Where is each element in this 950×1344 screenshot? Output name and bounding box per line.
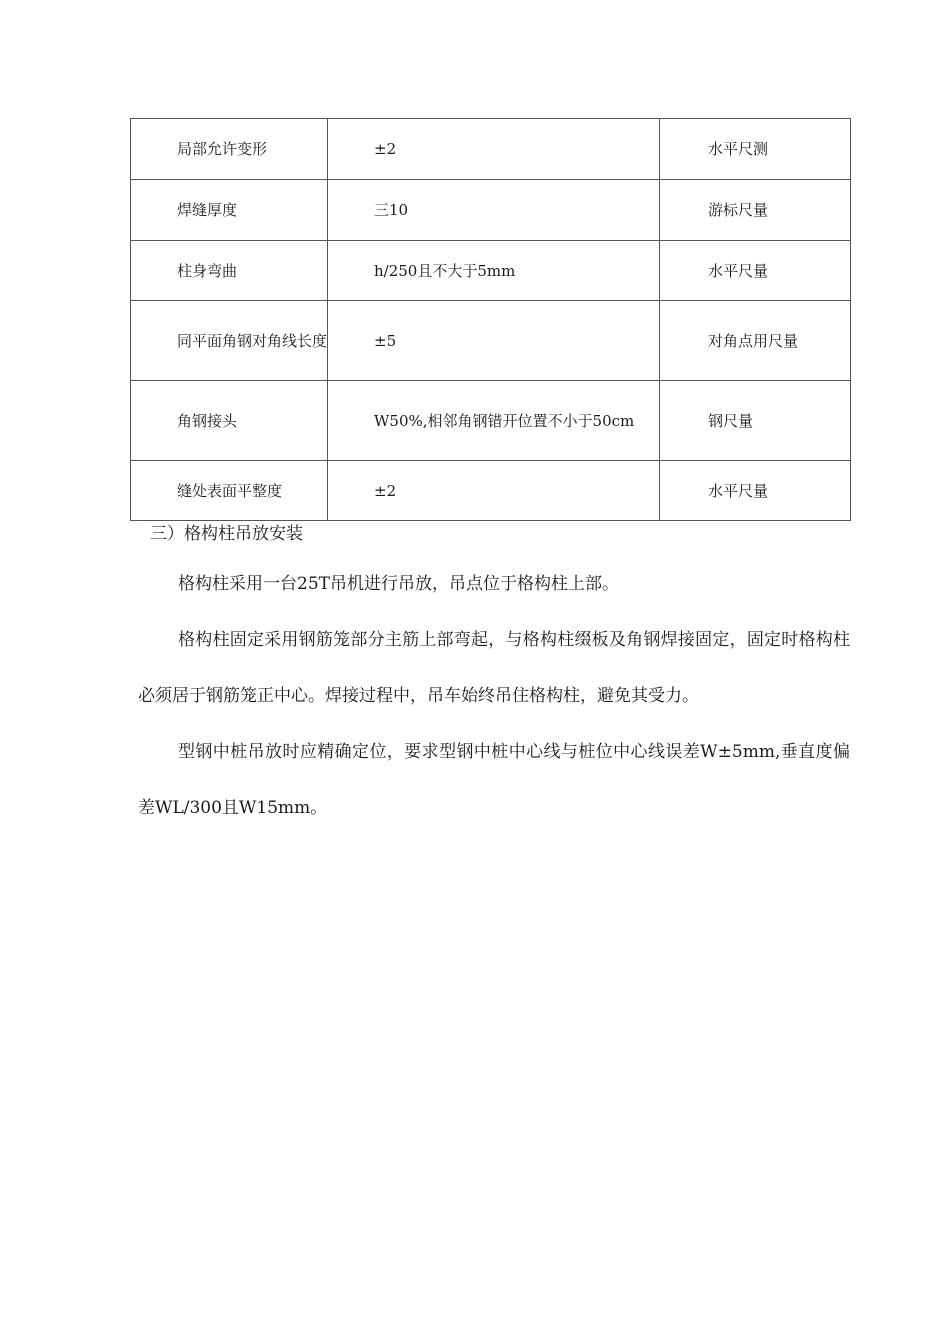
table-cell-value — [328, 381, 660, 461]
table-cell-method — [660, 119, 851, 180]
table-cell-item — [131, 461, 328, 521]
method-text: 钢尺量 — [708, 411, 754, 430]
table-row — [131, 301, 851, 381]
paragraph: 格构柱固定采用钢筋笼部分主筋上部弯起，与格构柱缀板及角钢焊接固定，固定时格构柱必须居于钢筋笼正中心。焊接过程中，吊车始终吊住格构柱，避免其受力。 — [138, 630, 850, 706]
value-text: h/250且不大于5mm — [374, 261, 516, 280]
table-row — [131, 180, 851, 241]
method-text: 对角点用尺量 — [708, 331, 799, 350]
method-text: 水平尺测 — [708, 140, 769, 158]
table-cell-item — [131, 241, 328, 301]
value-text: ±5 — [374, 331, 397, 350]
item-text: 局部允许变形 — [177, 140, 268, 158]
table-row — [131, 241, 851, 301]
value-text: W50%,相邻角钢错开位置不小于50cm — [374, 411, 635, 430]
value-text: 三10 — [374, 201, 409, 219]
value-text: ±2 — [374, 481, 397, 500]
table-cell-method — [660, 241, 851, 301]
table-cell-method — [660, 461, 851, 521]
method-text: 游标尺量 — [708, 201, 769, 219]
value-text: ±2 — [374, 140, 397, 158]
table-cell-method — [660, 301, 851, 381]
table-cell-value — [328, 461, 660, 521]
item-text: 角钢接头 — [177, 411, 238, 430]
method-text: 水平尺量 — [708, 481, 769, 500]
table-row — [131, 119, 851, 180]
item-text: 柱身弯曲 — [177, 261, 238, 280]
item-text: 焊缝厚度 — [177, 201, 238, 219]
table-cell-item — [131, 381, 328, 461]
item-text: 缝处表面平整度 — [177, 481, 283, 500]
method-text: 水平尺量 — [708, 261, 769, 280]
item-text: 同平面角钢对角线长度 — [177, 331, 328, 350]
table-cell-value — [328, 241, 660, 301]
table-cell-value — [328, 119, 660, 180]
table-cell-item — [131, 119, 328, 180]
table-row — [131, 461, 851, 521]
paragraph: 型钢中桩吊放时应精确定位，要求型钢中桩中心线与桩位中心线误差W±5mm,垂直度偏差WL/300且W15mm。 — [138, 742, 850, 818]
section-heading: 三）格构柱吊放安装 — [150, 524, 303, 544]
table-cell-item — [131, 301, 328, 381]
table-cell-item — [131, 180, 328, 241]
table-cell-method — [660, 180, 851, 241]
paragraph: 格构柱采用一台25T吊机进行吊放，吊点位于格构柱上部。 — [178, 574, 619, 594]
table-cell-value — [328, 180, 660, 241]
tolerance-table — [130, 118, 851, 521]
table-cell-value — [328, 301, 660, 381]
table-cell-method — [660, 381, 851, 461]
table-row — [131, 381, 851, 461]
